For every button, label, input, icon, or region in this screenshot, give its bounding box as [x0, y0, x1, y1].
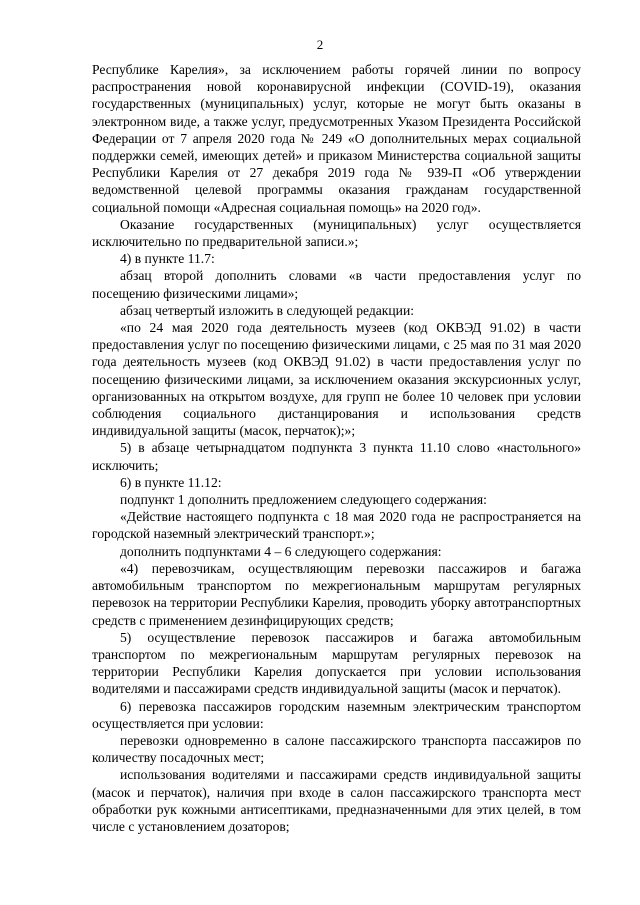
paragraph: перевозки одновременно в салоне пассажирского транспорта пассажиров по количеству посадочных мест; [92, 732, 581, 766]
paragraph: Республике Карелия», за исключением работы горячей линии по вопросу распространения новой коронавирусной инфекции (COVID-19), оказания государственных (муниципальных) услуг, которые не могут быть оказаны в электронном виде, а также услуг, предусмотренных Указом Президента Российской Федерации от 7 апреля 2020 года № 249 «О дополнительных мерах социальной поддержки семей, имеющих детей» и приказом Министерства социальной защиты Республики Карелия от 27 декабря 2019 года № 939-П «Об утверждении ведомственной целевой программы оказания гражданам государственной социальной помощи «Адресная социальная помощь» на 2020 год». [92, 62, 581, 215]
paragraph: абзац второй дополнить словами «в части предоставления услуг по посещению физическими лицами»; [92, 268, 581, 301]
paragraph: использования водителями и пассажирами средств индивидуальной защиты (масок и перчаток), наличия при входе в салон пассажирского транспорта мест обработки рук кожными антисептиками, предназначенными для этих целей, в том числе с установлением дозаторов; [92, 767, 581, 834]
paragraph: 5) осуществление перевозок пассажиров и багажа автомобильным транспортом по межрегиональным маршрутам регулярных перевозок на территории Республики Карелия допускается при условии использования водителями и пассажирами средств индивидуальной защиты (масок и перчаток). [92, 629, 581, 697]
paragraph: дополнить подпунктами 4 – 6 следующего содержания: [120, 543, 442, 559]
paragraph: абзац четвертый изложить в следующей редакции: [120, 302, 415, 318]
document-body [92, 61, 581, 835]
paragraph: 5) в абзаце четырнадцатом подпункта 3 пункта 11.10 слово «настольного» исключить; [92, 440, 581, 473]
paragraph: 6) в пункте 11.12: [120, 474, 222, 490]
paragraph: подпункт 1 дополнить предложением следующего содержания: [120, 492, 487, 508]
paragraph: «по 24 мая 2020 года деятельность музеев (код ОКВЭД 91.02) в части предоставления услуг по посещению физическими лицами, с 25 мая по 31 мая 2020 года деятельность музеев (код ОКВЭД 91.02) в части предоставления услуг по посещению физическими лицами, за исключением оказания экскурсионных услуг, организованных на открытом воздухе, для групп не более 10 человек при условии соблюдения социального дистанцирования и использования средств индивидуальной защиты (масок, перчаток);»; [92, 320, 581, 439]
paragraph: 4) в пункте 11.7: [120, 251, 215, 267]
paragraph: Оказание государственных (муниципальных) услуг осуществляется исключительно по предварительной записи.»; [92, 216, 581, 250]
paragraph: 6) перевозка пассажиров городским наземным электрическим транспортом осуществляется при условии: [92, 698, 581, 731]
paragraph: «Действие настоящего подпункта с 18 мая 2020 года не распространяется на городской наземный электрический транспорт.»; [92, 509, 581, 542]
page-number: 2 [316, 37, 324, 52]
paragraph: «4) перевозчикам, осуществляющим перевозки пассажиров и багажа автомобильным транспортом по межрегиональным маршрутам регулярных перевозок на территории Республики Карелия, проводить уборку автотранспортных средств с применением дезинфицирующих средств; [92, 560, 581, 628]
